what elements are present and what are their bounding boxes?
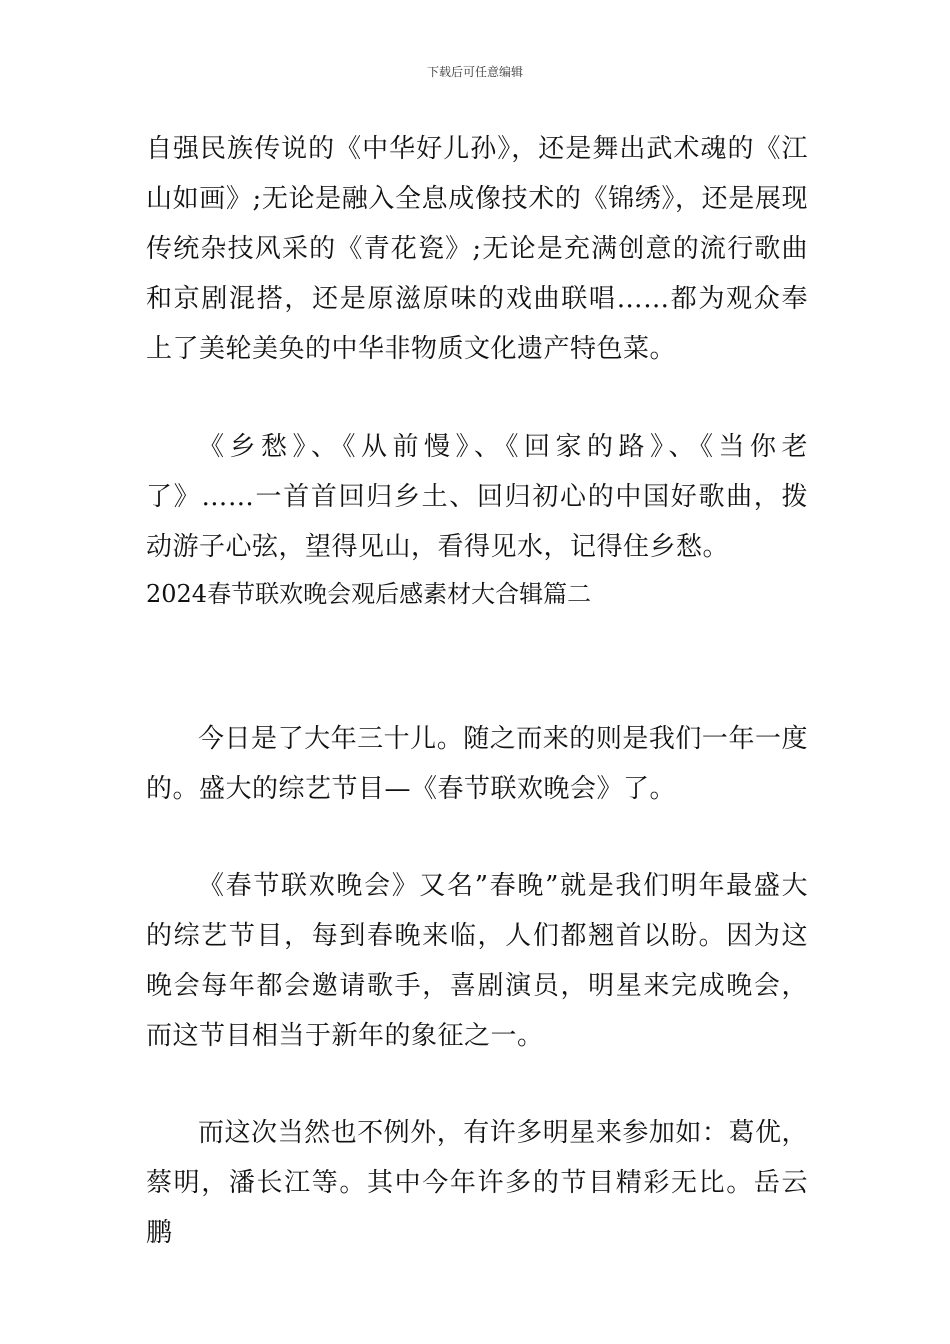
paragraph-2: 《乡愁》、《从前慢》、《回家的路》、《当你老了》……一首首回归乡土、回归初心的中国好歌曲，拨动游子心弦，望得见山，看得见水，记得住乡愁。 [146, 432, 808, 562]
paragraph-5: 而这次当然也不例外，有许多明星来参加如：葛优，蔡明，潘长江等。其中今年许多的节目精彩无比。岳云鹏 [146, 1118, 808, 1248]
section-heading: 2024春节联欢晚会观后感素材大合辑篇二 [146, 580, 592, 608]
paragraph-4: 《春节联欢晚会》又名”春晚”就是我们明年最盛大的综艺节目，每到春晚来临，人们都翘首以盼。因为这晚会每年都会邀请歌手，喜剧演员，明星来完成晚会，而这节目相当于新年的象征之一。 [146, 871, 808, 1051]
paragraph-3: 今日是了大年三十儿。随之而来的则是我们一年一度的。盛大的综艺节目—《春节联欢晚会》了。 [146, 724, 808, 804]
paragraph-1: 自强民族传说的《中华好儿孙》，还是舞出武术魂的《江山如画》;无论是融入全息成像技术的《锦绣》，还是展现传统杂技风采的《青花瓷》;无论是充满创意的流行歌曲和京剧混搭，还是原滋原味的戏曲联唱……都为观众奉上了美轮美奂的中华非物质文化遗产特色菜。 [146, 134, 808, 364]
document-body [146, 124, 808, 1258]
page-header: 下载后可任意编辑 [426, 65, 523, 79]
